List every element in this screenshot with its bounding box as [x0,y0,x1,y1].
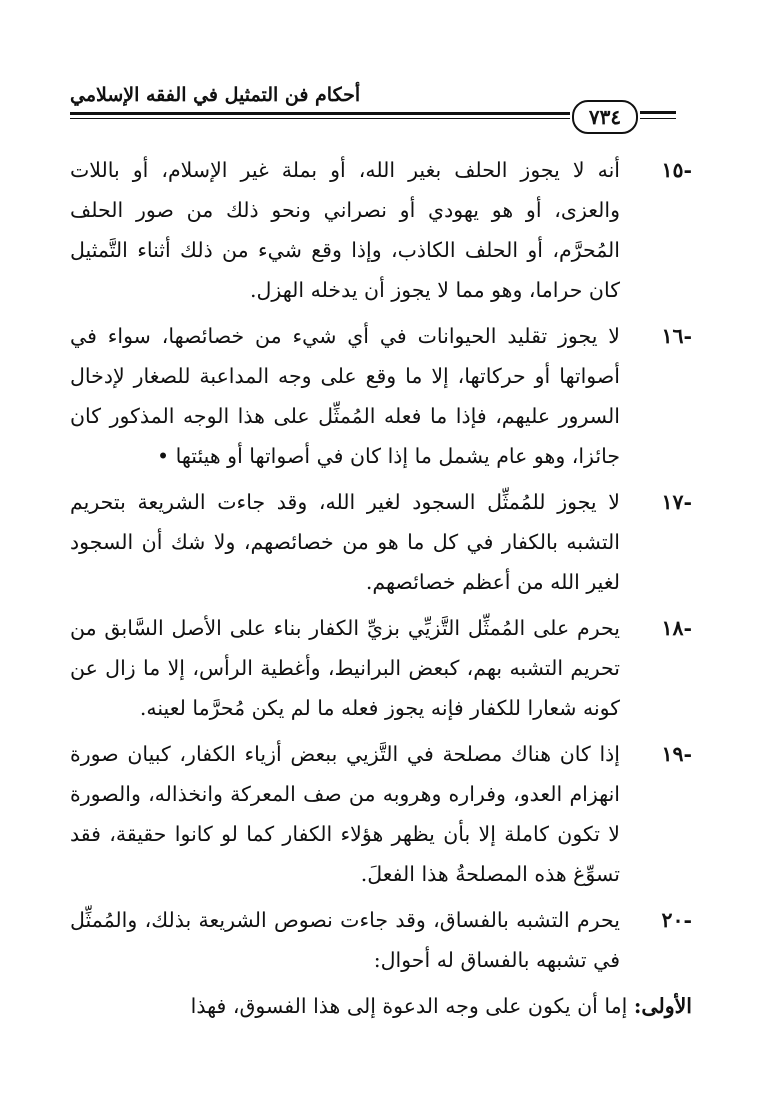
side-rule-thick [640,111,676,114]
item-text: لا يجوز تقليد الحيوانات في أي شيء من خصائصها، سواء في أصواتها أو حركاتها، إلا ما وقع على وجه المداعبة للصغار لإدخال السرور عليهم، فإذا ما فعله المُمثِّل على هذا الوجه المذكور كان جائزا، وهو عام يشمل ما إذا كان في أصواتها أو هيئتها • [70,324,620,468]
item-number: -٢٠ [661,908,692,932]
item-number: -١٦ [661,324,692,348]
item-text: يحرم على المُمثِّل التَّزيِّي بزيِّ الكفار بناء على الأصل السَّابق من تحريم التشبه بهم، كبعض البرانيط، وأغطية الرأس، إلا ما زال عن كونه شعارا للكفار فإنه يجوز فعله ما لم يكن مُحرَّما لعينه. [70,616,620,720]
page-number: ٧٣٤ [572,100,638,134]
item-text: إذا كان هناك مصلحة في التَّزيي ببعض أزياء الكفار، كبيان صورة انهزام العدو، وفراره وهروبه من صف المعركة وانخذاله، والصورة لا تكون كاملة إلا بأن يظهر هؤلاء الكفار كما لو كانوا حقيقة، فقد تسوِّغ هذه المصلحةُ هذا الفعلَ. [70,742,620,886]
list-item [70,316,692,476]
header-rule-thin [70,118,570,119]
final-paragraph [70,986,692,1026]
item-text: لا يجوز للمُمثِّل السجود لغير الله، وقد جاءت الشريعة بتحريم التشبه بالكفار في كل ما هو من خصائصهم، ولا شك أن السجود لغير الله من أعظم خصائصهم. [70,490,620,594]
item-text: يحرم التشبه بالفساق، وقد جاءت نصوص الشريعة بذلك، والمُمثِّل في تشبهه بالفساق له أحوال: [70,908,620,972]
side-rule-thin [640,118,676,119]
item-number: -١٩ [661,742,692,766]
item-number: -١٥ [661,158,692,182]
item-text: أنه لا يجوز الحلف بغير الله، أو بملة غير الإسلام، أو باللات والعزى، أو هو يهودي أو نصراني ونحو ذلك من صور الحلف المُحرَّم، أو الحلف الكاذب، وإذا وقع شيء من ذلك أثناء التَّمثيل كان حراما، وهو مما لا يجوز أن يدخله الهزل. [70,158,620,302]
header-rule-thick [70,112,570,115]
page-header [0,0,770,140]
item-number: -١٧ [661,490,692,514]
list-item [70,482,692,602]
list-item [70,900,692,980]
list-item [70,734,692,894]
final-paragraph-label: الأولى: [633,994,692,1018]
page-body [70,150,692,1026]
running-title: أحكام فن التمثيل في الفقه الإسلامي [70,84,361,106]
list-item [70,608,692,728]
final-paragraph-text: إما أن يكون على وجه الدعوة إلى هذا الفسوق، فهذا [190,994,634,1018]
list-item [70,150,692,310]
item-number: -١٨ [661,616,692,640]
